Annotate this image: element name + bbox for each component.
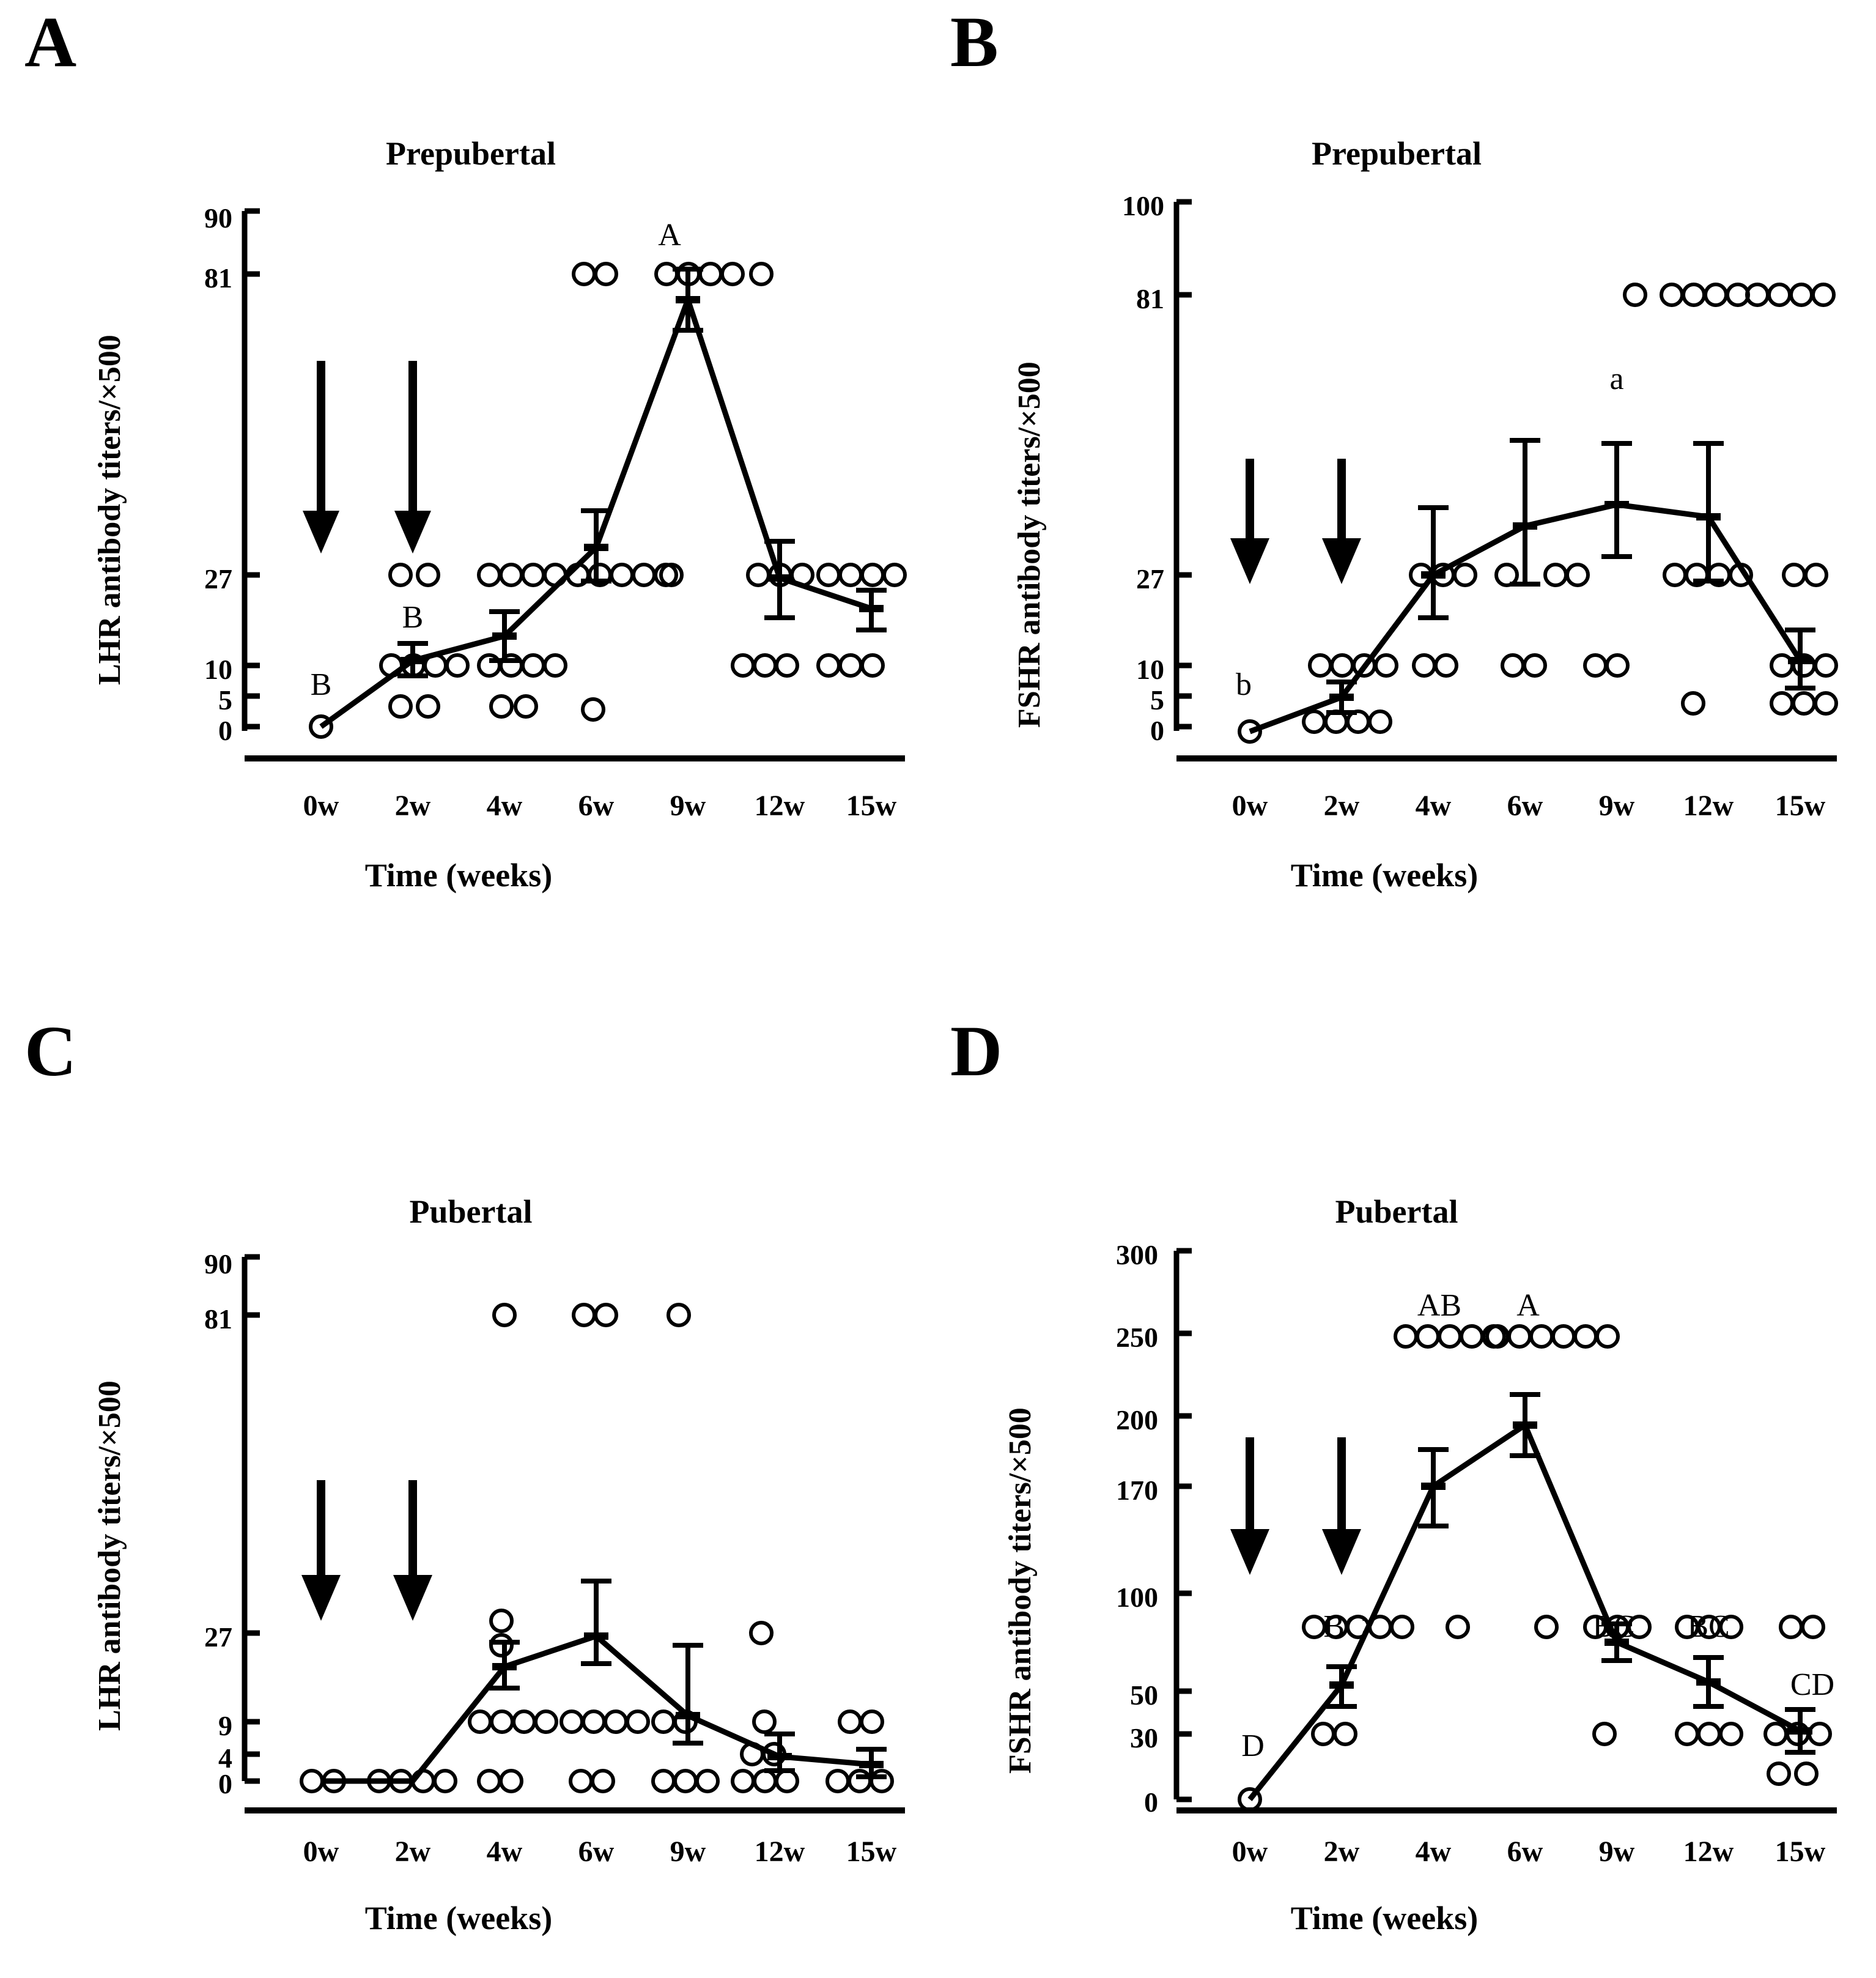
panel-d-title: Pubertal: [1335, 1193, 1458, 1230]
panel-b-xtick-15w: 15w: [1774, 790, 1826, 822]
panel-b-ytick-5: 5: [1150, 684, 1164, 716]
panel-b-xtick-9w: 9w: [1598, 790, 1635, 822]
panel-d-sig-0w: D: [1241, 1728, 1265, 1763]
panel-b-xtick-0w: 0w: [1232, 790, 1268, 822]
panel-d-ytick-100: 100: [1116, 1582, 1158, 1613]
panel-b-x-axis-title: Time (weeks): [1290, 857, 1479, 894]
panel-b-y-axis-title: FSHR antibody titers/×500: [1012, 361, 1047, 728]
panel-c-xtick-2w: 2w: [394, 1835, 431, 1868]
panel-d-xtick-12w: 12w: [1683, 1835, 1734, 1868]
panel-c-xtick-4w: 4w: [486, 1835, 523, 1868]
panel-c-y-axis-title: LHR antibody titers/×500: [92, 1380, 127, 1731]
panel-c-xtick-9w: 9w: [670, 1835, 706, 1868]
panel-a-sig-9w: A: [658, 218, 681, 253]
panel-d-y-axis-title: FSHR antibody titers/×500: [1003, 1407, 1038, 1774]
panel-a-xtick-9w: 9w: [670, 790, 706, 822]
panel-c: [0, 1009, 938, 1978]
panel-b: [938, 0, 1876, 985]
panel-a-xtick-2w: 2w: [394, 790, 431, 822]
panel-d-xtick-2w: 2w: [1323, 1835, 1360, 1868]
panel-c-ytick-0: 0: [218, 1768, 232, 1799]
panel-d-letter: D: [950, 1011, 1003, 1091]
panel-c-plot: [0, 1009, 938, 1978]
panel-a-xtick-15w: 15w: [846, 790, 897, 822]
panel-c-title: Pubertal: [409, 1193, 533, 1230]
panel-b-ytick-10: 10: [1136, 654, 1164, 685]
panel-a-ytick-27: 27: [204, 563, 232, 595]
panel-d-ytick-170: 170: [1116, 1475, 1158, 1506]
panel-d-ytick-0: 0: [1144, 1787, 1158, 1818]
panel-d-sig-4w: AB: [1417, 1288, 1462, 1323]
panel-b-ytick-81: 81: [1136, 283, 1164, 314]
panel-c-xtick-15w: 15w: [846, 1835, 897, 1868]
panel-a-xtick-0w: 0w: [303, 790, 339, 822]
panel-c-ytick-4: 4: [218, 1743, 232, 1774]
panel-d-ytick-50: 50: [1130, 1680, 1158, 1711]
panel-b-sig-0w: b: [1236, 667, 1252, 702]
panel-a-ytick-81: 81: [204, 262, 232, 294]
panel-c-ytick-27: 27: [204, 1621, 232, 1653]
panel-a-plot: [0, 0, 938, 985]
panel-a-ytick-10: 10: [204, 654, 232, 685]
panel-d-xtick-9w: 9w: [1598, 1835, 1635, 1868]
panel-b-ytick-0: 0: [1150, 715, 1164, 746]
panel-d-sig-12w: BC: [1687, 1609, 1730, 1644]
panel-b-xtick-6w: 6w: [1507, 790, 1543, 822]
panel-a-ytick-5: 5: [218, 684, 232, 716]
panel-d-ytick-200: 200: [1116, 1404, 1158, 1435]
panel-b-xtick-12w: 12w: [1683, 790, 1734, 822]
panel-a-title: Prepubertal: [386, 135, 556, 172]
panel-a-ytick-90: 90: [204, 202, 232, 234]
panel-b-plot: [938, 0, 1876, 985]
panel-a-x-axis-title: Time (weeks): [364, 857, 553, 894]
panel-c-letter: C: [24, 1011, 77, 1091]
panel-d-sig-2w: BC: [1323, 1609, 1366, 1644]
panel-c-xtick-12w: 12w: [754, 1835, 805, 1868]
panel-d-ytick-250: 250: [1116, 1322, 1158, 1353]
panel-c-ytick-81: 81: [204, 1303, 232, 1335]
panel-c-ytick-9: 9: [218, 1710, 232, 1741]
panel-d-sig-6w: A: [1516, 1288, 1540, 1323]
panel-a-sig-0w: B: [310, 667, 332, 702]
panel-d-sig-15w: CD: [1790, 1667, 1835, 1702]
panel-a-xtick-6w: 6w: [578, 790, 615, 822]
panel-b-xtick-2w: 2w: [1323, 790, 1360, 822]
panel-a: [0, 0, 938, 985]
panel-a-xtick-12w: 12w: [754, 790, 805, 822]
panel-d-plot: [938, 1009, 1876, 1978]
panel-a-y-axis-title: LHR antibody titers/×500: [92, 335, 127, 685]
panel-b-letter: B: [950, 2, 999, 82]
panel-c-ytick-90: 90: [204, 1248, 232, 1280]
panel-d-xtick-4w: 4w: [1415, 1835, 1452, 1868]
panel-c-x-axis-title: Time (weeks): [364, 1900, 553, 1936]
panel-b-sig-9w: a: [1609, 361, 1624, 396]
panel-d-sig-9w: BC: [1592, 1609, 1635, 1644]
panel-b-title: Prepubertal: [1312, 135, 1482, 172]
panel-b-xtick-4w: 4w: [1415, 790, 1452, 822]
panel-a-letter: A: [24, 2, 77, 82]
panel-c-xtick-0w: 0w: [303, 1835, 339, 1868]
panel-b-ytick-27: 27: [1136, 563, 1164, 595]
panel-a-xtick-4w: 4w: [486, 790, 523, 822]
panel-b-ytick-100: 100: [1122, 190, 1164, 221]
panel-d-ytick-30: 30: [1130, 1722, 1158, 1754]
panel-a-sig-2w: B: [402, 600, 424, 635]
panel-d: [938, 1009, 1876, 1978]
panel-d-xtick-6w: 6w: [1507, 1835, 1543, 1868]
panel-d-ytick-300: 300: [1116, 1239, 1158, 1270]
panel-d-x-axis-title: Time (weeks): [1290, 1900, 1479, 1936]
panel-c-xtick-6w: 6w: [578, 1835, 615, 1868]
panel-d-xtick-15w: 15w: [1774, 1835, 1826, 1868]
panel-a-ytick-0: 0: [218, 715, 232, 746]
panel-d-xtick-0w: 0w: [1232, 1835, 1268, 1868]
